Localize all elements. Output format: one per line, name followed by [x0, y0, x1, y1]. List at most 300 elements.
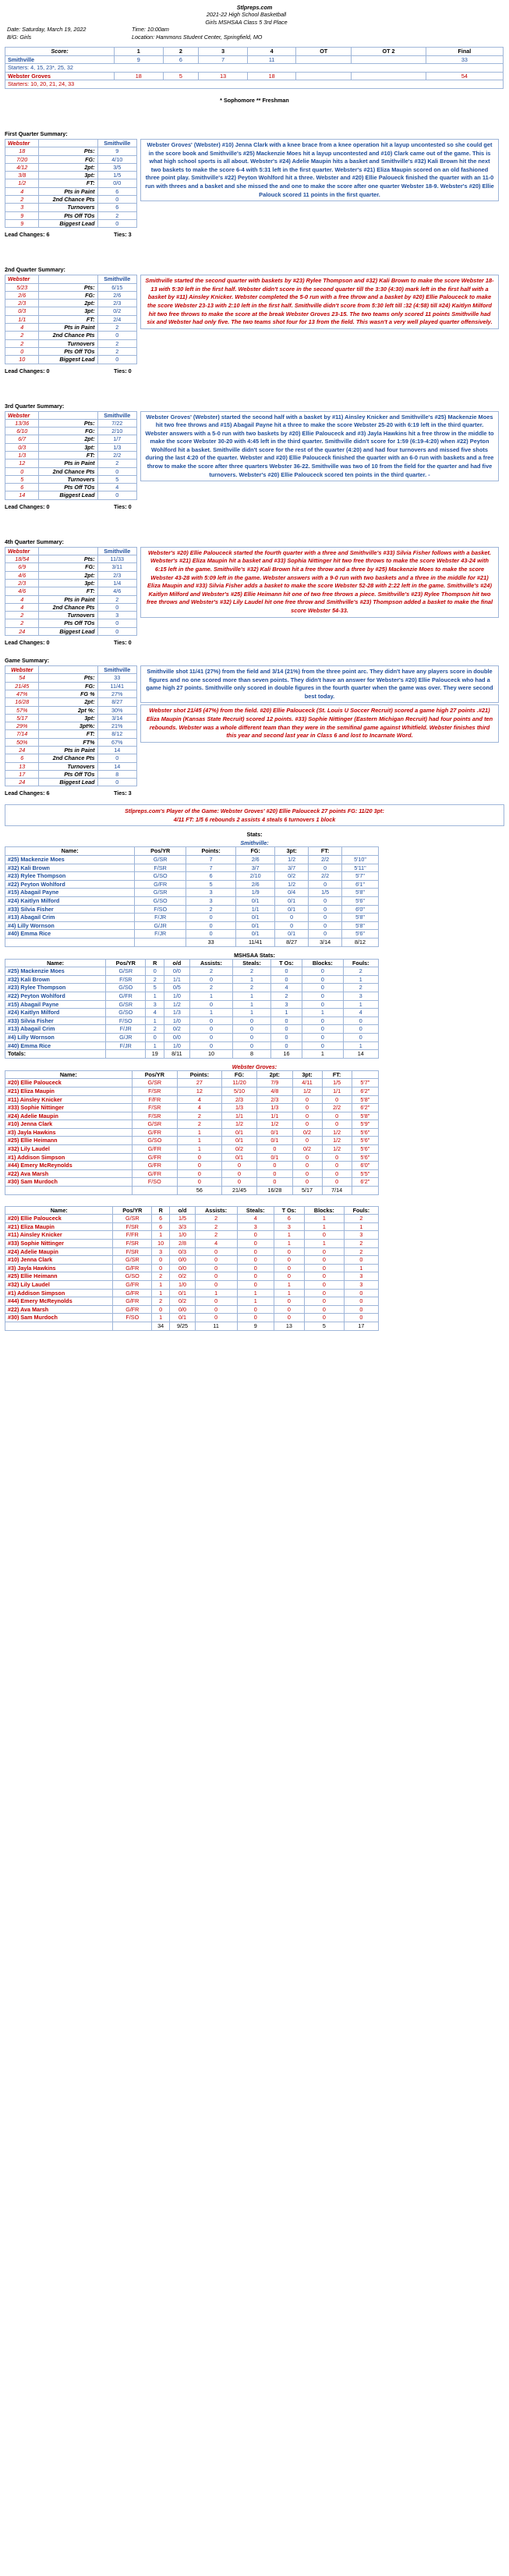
player-name: #44) Emery McReynolds: [5, 1162, 133, 1170]
column-header: Pos/YR: [135, 847, 186, 856]
webster-stats-table: [5, 1070, 379, 1195]
stat-cell: G/SO: [135, 872, 186, 881]
quarter-stat-row: [5, 275, 137, 283]
home-q1: 9: [115, 55, 164, 64]
column-header: R: [146, 959, 164, 967]
stat-cell: 0: [309, 921, 342, 930]
total-cell: 56: [177, 1187, 221, 1195]
quarter-stat-row: [5, 332, 137, 339]
webster-stat: 0/3: [5, 307, 39, 315]
table-header-row: [5, 847, 379, 856]
stat-cell: 4: [270, 984, 302, 992]
stat-cell: 2: [195, 1222, 237, 1231]
player-name: #24) Kaitlyn Milford: [5, 897, 135, 906]
stat-cell: 3/3: [170, 1222, 195, 1231]
total-cell: [5, 939, 135, 947]
stat-cell: G/FR: [132, 1128, 177, 1137]
webster-stat: Webster: [5, 547, 39, 555]
smithville-stat: 0/0: [97, 179, 137, 187]
column-header: Points:: [177, 1070, 221, 1079]
quarter-summary: [5, 547, 504, 636]
stat-cell: 1/2: [275, 880, 309, 889]
score-header: 4: [247, 48, 296, 56]
stat-cell: 0: [302, 1041, 343, 1050]
away-starters: Starters: 10, 20, 21, 24, 33: [5, 80, 504, 89]
stat-label: Pts in Paint: [39, 595, 97, 603]
home-ot: [296, 55, 352, 64]
home-q4: 11: [247, 55, 296, 64]
score-header: Score:: [5, 48, 115, 56]
stat-cell: 1/2: [275, 856, 309, 864]
smithville-stat: 3: [97, 612, 137, 619]
stat-cell: 2: [344, 1240, 378, 1248]
table-row: [5, 930, 379, 939]
smithville-stat: 0: [97, 627, 137, 635]
stat-cell: F/SR: [132, 1087, 177, 1095]
webster-stat: 24: [5, 627, 39, 635]
stat-label: 2pt:: [39, 163, 97, 171]
total-cell: [5, 1187, 133, 1195]
table-row: [5, 1178, 379, 1187]
stat-cell: 0: [221, 1178, 256, 1187]
stat-cell: 2: [186, 905, 236, 914]
quarter-stat-row: [5, 595, 137, 603]
stat-cell: 0: [152, 1305, 170, 1314]
table-header-row: [5, 1070, 379, 1079]
stat-cell: 1/0: [170, 1280, 195, 1289]
player-name: #23) Rylee Thompson: [5, 984, 106, 992]
stat-cell: 5'8": [342, 914, 379, 922]
smithville-stat: 2/3: [97, 300, 137, 307]
game-header: [5, 11, 383, 41]
total-cell: [106, 1050, 146, 1059]
stat-cell: 0/1: [221, 1128, 256, 1137]
stat-cell: 0: [146, 1033, 164, 1041]
stat-cell: F/SR: [132, 1104, 177, 1112]
stat-cell: 0: [189, 1033, 233, 1041]
stat-cell: 0: [304, 1314, 344, 1322]
stat-label: Turnovers: [39, 475, 97, 483]
stat-cell: 2: [146, 1025, 164, 1034]
quarter-lead-line: [5, 231, 504, 238]
stat-label: [39, 666, 97, 674]
stat-cell: 5'5": [352, 1169, 378, 1178]
stat-cell: F/JR: [106, 1025, 146, 1034]
smithville-stat: 1/4: [97, 579, 137, 587]
webster-stat: 6/7: [5, 435, 39, 443]
stat-cell: 0: [195, 1272, 237, 1281]
stat-cell: 1: [152, 1314, 170, 1322]
stat-cell: G/FR: [106, 992, 146, 1000]
smithville-stat: 0: [97, 491, 137, 499]
stat-cell: 0: [189, 975, 233, 984]
stat-cell: 0: [274, 1256, 304, 1265]
total-cell: 7/14: [322, 1187, 352, 1195]
stat-cell: 5'10": [342, 856, 379, 864]
table-row: [5, 1169, 379, 1178]
stat-cell: 1: [302, 1009, 343, 1017]
stat-cell: 1: [177, 1128, 221, 1137]
stat-cell: 5'8": [352, 1095, 378, 1104]
stat-cell: 11/20: [221, 1079, 256, 1088]
stat-cell: 0/1: [257, 1153, 292, 1162]
stat-cell: 0: [189, 1025, 233, 1034]
stat-cell: 1/2: [322, 1128, 352, 1137]
webster-stat: 54: [5, 674, 39, 682]
stat-cell: 1/2: [322, 1145, 352, 1154]
webster-stat: 57%: [5, 706, 39, 714]
stat-cell: 0: [304, 1297, 344, 1306]
quarter-stat-row: [5, 587, 137, 595]
home-final: 33: [426, 55, 503, 64]
away-ot: [296, 72, 352, 80]
stat-cell: 0: [302, 992, 343, 1000]
smithville-stat: 2: [97, 347, 137, 355]
table-row: [5, 864, 379, 872]
total-cell: Totals:: [5, 1050, 106, 1059]
stat-cell: 2: [189, 984, 233, 992]
stat-cell: 0/0: [170, 1305, 195, 1314]
stat-cell: G/SO: [135, 897, 186, 906]
stat-cell: 0/1: [170, 1289, 195, 1297]
smithville-stat: 67%: [97, 738, 137, 746]
quarter-stat-row: [5, 603, 137, 611]
player-name: #40) Emma Rice: [5, 930, 135, 939]
stat-cell: 5/10: [221, 1087, 256, 1095]
potg-line1: Stlpreps.com's Player of the Game: Webster Groves' #20) Ellie Palouceck 27 points FG: 11/20 3pt:: [125, 807, 384, 815]
gender-label: B/G: Girls: [7, 33, 32, 41]
stat-cell: 3: [152, 1247, 170, 1256]
smithville-stats-table: [5, 846, 379, 946]
stat-cell: 1/0: [164, 992, 190, 1000]
table-row: [5, 872, 379, 881]
score-header: Final: [426, 48, 503, 56]
player-name: #40) Emma Rice: [5, 1041, 106, 1050]
stat-label: FG:: [39, 428, 97, 435]
player-name: #1) Addison Simpson: [5, 1289, 113, 1297]
stat-cell: 1/2: [292, 1087, 322, 1095]
stat-cell: 4/11: [292, 1079, 322, 1088]
stat-label: Turnovers: [39, 204, 97, 211]
stat-cell: 0: [309, 897, 342, 906]
webster-stat: 9: [5, 211, 39, 219]
smithville-stat: 4/10: [97, 155, 137, 163]
stat-cell: 0: [257, 1169, 292, 1178]
column-header: Blocks:: [302, 959, 343, 967]
stat-cell: 0: [274, 1305, 304, 1314]
quarter-summary: [5, 139, 504, 228]
stat-label: 2pt:: [39, 435, 97, 443]
stat-cell: 0: [292, 1120, 322, 1129]
stat-cell: 1: [233, 992, 271, 1000]
webster-stat: 4: [5, 187, 39, 195]
smithville-stat: 2: [97, 595, 137, 603]
stat-cell: 0: [322, 1162, 352, 1170]
total-cell: [5, 1322, 113, 1330]
stat-cell: 0: [322, 1178, 352, 1187]
stat-cell: 6'1": [342, 880, 379, 889]
stat-cell: 0/1: [236, 897, 275, 906]
stat-cell: 0: [292, 1169, 322, 1178]
stat-cell: 0: [237, 1314, 274, 1322]
stat-cell: G/FR: [132, 1162, 177, 1170]
stat-cell: G/FR: [135, 880, 186, 889]
total-cell: 5/17: [292, 1187, 322, 1195]
smithville-stat: 6/15: [97, 283, 137, 291]
stat-cell: F/FR: [113, 1231, 152, 1240]
stat-cell: 2: [177, 1112, 221, 1120]
quarter-stat-row: [5, 347, 137, 355]
class-note: * Sophomore ** Freshman: [220, 96, 289, 104]
smithville-stat: 11/41: [97, 682, 137, 690]
stat-cell: 4: [177, 1095, 221, 1104]
lead-changes: Lead Changes: 6: [5, 789, 50, 797]
webster-stat: 6: [5, 484, 39, 491]
player-name: #4) Lilly Wornson: [5, 921, 135, 930]
stat-cell: 1: [146, 1017, 164, 1025]
smithville-stat: 0: [97, 196, 137, 204]
stat-cell: 27: [177, 1079, 221, 1088]
stat-cell: 1: [343, 1000, 378, 1009]
stat-cell: 0: [304, 1247, 344, 1256]
stat-cell: 2: [152, 1297, 170, 1306]
stat-cell: 0/2: [164, 1025, 190, 1034]
webster-stat: 1/2: [5, 179, 39, 187]
table-row: [5, 1033, 379, 1041]
webster-stat: 7/20: [5, 155, 39, 163]
webster-stat: 29%: [5, 722, 39, 730]
stat-cell: 0: [309, 864, 342, 872]
season-label: 2021-22 High School Basketball: [206, 11, 287, 18]
stat-cell: 0/1: [236, 914, 275, 922]
stat-cell: 6'2": [352, 1104, 378, 1112]
stat-cell: 0/1: [170, 1314, 195, 1322]
quarter-stats-table: [5, 547, 137, 636]
stat-cell: 0: [152, 1264, 170, 1272]
time-label: Time: 10:00am: [132, 26, 169, 33]
table-row: [5, 1128, 379, 1137]
column-header: Pos/YR: [132, 1070, 177, 1079]
stat-cell: 0/2: [170, 1272, 195, 1281]
stat-cell: 1: [233, 1009, 271, 1017]
table-row: [5, 880, 379, 889]
quarter-stat-row: [5, 187, 137, 195]
stat-cell: 0/1: [236, 921, 275, 930]
stat-cell: 1/1: [322, 1087, 352, 1095]
stat-cell: G/SR: [132, 1079, 177, 1088]
stat-cell: 12: [177, 1087, 221, 1095]
table-row: [5, 1264, 379, 1272]
stat-cell: 3: [344, 1280, 378, 1289]
stat-cell: 2/10: [236, 872, 275, 881]
smithville-stat: 27%: [97, 690, 137, 697]
quarter-stat-row: [5, 211, 137, 219]
stat-cell: 1: [177, 1137, 221, 1145]
stat-cell: 0: [343, 1033, 378, 1041]
stat-cell: 0/0: [170, 1264, 195, 1272]
stat-cell: 1: [344, 1222, 378, 1231]
stat-cell: 0/0: [164, 1033, 190, 1041]
smithville-stat: 2: [97, 339, 137, 347]
stat-cell: 5: [186, 880, 236, 889]
stat-cell: 0/1: [275, 905, 309, 914]
stat-label: FG %: [39, 690, 97, 697]
stat-cell: F/SR: [113, 1222, 152, 1231]
quarter-stat-row: [5, 451, 137, 459]
stat-cell: 1/5: [170, 1215, 195, 1223]
player-of-the-game: [5, 804, 504, 826]
stat-cell: 2: [177, 1120, 221, 1129]
smithville-stat: 2/6: [97, 291, 137, 299]
away-final: 54: [426, 72, 503, 80]
player-name: #24) Adelie Maupin: [5, 1247, 113, 1256]
quarter-stat-row: [5, 627, 137, 635]
stat-cell: 0: [274, 1272, 304, 1281]
game-stat-row: [5, 722, 137, 730]
stat-cell: 2: [195, 1231, 237, 1240]
stat-cell: 1/0: [164, 1017, 190, 1025]
table-row: [5, 967, 379, 976]
smithville-stat: 3/11: [97, 563, 137, 571]
stat-cell: 0: [195, 1314, 237, 1322]
stat-label: Pts Off TOs: [39, 347, 97, 355]
away-q3: 13: [199, 72, 248, 80]
stat-cell: 5'6": [352, 1128, 378, 1137]
quarter-stat-row: [5, 324, 137, 332]
table-row: [5, 1272, 379, 1281]
stat-cell: F/SO: [132, 1178, 177, 1187]
lead-changes: Lead Changes: 6: [5, 231, 50, 239]
stat-cell: F/SO: [106, 1017, 146, 1025]
stat-cell: 0/0: [164, 967, 190, 976]
stat-cell: F/SR: [132, 1112, 177, 1120]
stat-cell: 3/7: [236, 864, 275, 872]
stat-cell: 7/9: [257, 1079, 292, 1088]
table-header-row: [5, 959, 379, 967]
stat-cell: 5'7": [342, 872, 379, 881]
stat-label: 2pt %:: [39, 706, 97, 714]
home-starters: Starters: 4, 15, 23*, 25, 32: [5, 64, 504, 73]
stat-cell: 0: [302, 1033, 343, 1041]
table-row: [5, 1009, 379, 1017]
stat-cell: 6'2": [352, 1178, 378, 1187]
stat-cell: G/FR: [113, 1305, 152, 1314]
smithville-stat: 6: [97, 204, 137, 211]
stat-cell: 0: [304, 1231, 344, 1240]
stat-cell: 0: [274, 1314, 304, 1322]
game-summary-smithville-text: Smithville shot 11/41 (27%) from the field and 3/14 (21%) from the three point arc. They didn't have any players score in double figures and no one scored more than seven points. They didn't have an answer for Webster's #20) Ellie Palouceck who had a game high 27 points. Smithville only scored in double figures in the fourth quarter when the game was over. They were second best today.: [140, 665, 499, 703]
stat-cell: 0: [304, 1289, 344, 1297]
stat-cell: G/SR: [113, 1215, 152, 1223]
away-q1: 18: [115, 72, 164, 80]
column-header: Name:: [5, 1206, 113, 1215]
stat-cell: 0: [302, 984, 343, 992]
stat-cell: F/JR: [135, 930, 186, 939]
total-cell: 34: [152, 1322, 170, 1330]
stat-cell: 6'0": [342, 905, 379, 914]
webster-stat: 50%: [5, 738, 39, 746]
table-row: [5, 1240, 379, 1248]
away-team-name: Webster Groves: [5, 72, 115, 80]
smithville-stat: Smithville: [97, 139, 137, 147]
stat-cell: 0: [195, 1256, 237, 1265]
stat-cell: 0: [275, 921, 309, 930]
stat-label: FG:: [39, 563, 97, 571]
stat-cell: 2: [270, 992, 302, 1000]
away-starters-row: [5, 80, 504, 89]
stat-cell: 0: [237, 1231, 274, 1240]
stat-cell: 0: [189, 1041, 233, 1050]
stat-cell: 0: [237, 1247, 274, 1256]
stat-cell: 0: [177, 1153, 221, 1162]
stat-cell: 0/2: [221, 1145, 256, 1154]
game-summary-stats: [5, 665, 137, 786]
stat-cell: 0: [237, 1264, 274, 1272]
game-stat-row: [5, 714, 137, 722]
stat-cell: 0: [221, 1169, 256, 1178]
stat-cell: G/FR: [132, 1145, 177, 1154]
quarter-summary-title: 2nd Quarter Summary:: [5, 266, 65, 274]
home-ot2: [352, 55, 426, 64]
stat-cell: 1/3: [221, 1104, 256, 1112]
stat-label: 2pt:: [39, 698, 97, 706]
stat-cell: 6'2": [352, 1087, 378, 1095]
player-name: #21) Eliza Maupin: [5, 1222, 113, 1231]
stat-cell: 4: [237, 1215, 274, 1223]
quarter-stat-row: [5, 428, 137, 435]
game-stat-row: [5, 762, 137, 770]
stat-cell: 0/3: [170, 1247, 195, 1256]
webster-stat: 1/1: [5, 315, 39, 323]
stat-cell: 0: [189, 1017, 233, 1025]
webster-stat: 3/8: [5, 172, 39, 179]
table-row: [5, 1025, 379, 1034]
quarter-stat-row: [5, 459, 137, 467]
stat-cell: 5'8": [352, 1112, 378, 1120]
game-stat-row: [5, 666, 137, 674]
stat-cell: 2: [146, 975, 164, 984]
stat-cell: 0: [304, 1280, 344, 1289]
stat-cell: 1: [274, 1240, 304, 1248]
stat-cell: 0: [274, 1264, 304, 1272]
stat-cell: 1: [343, 1041, 378, 1050]
table-row: [5, 992, 379, 1000]
stat-label: Biggest Lead: [39, 627, 97, 635]
stat-cell: 0: [195, 1264, 237, 1272]
stat-cell: 2: [233, 967, 271, 976]
player-name: #22) Peyton Wohlford: [5, 880, 135, 889]
stat-cell: 0/0: [170, 1256, 195, 1265]
stat-cell: 0: [275, 914, 309, 922]
stat-cell: 0: [344, 1305, 378, 1314]
player-name: #21) Eliza Maupin: [5, 1087, 133, 1095]
column-header: Fouls:: [344, 1206, 378, 1215]
stat-cell: 0: [302, 1017, 343, 1025]
smithville-stat: 1/5: [97, 172, 137, 179]
quarter-stat-row: [5, 579, 137, 587]
stat-cell: 0: [322, 1095, 352, 1104]
quarter-stats-table: [5, 411, 137, 500]
stat-cell: 0: [309, 880, 342, 889]
player-name: #24) Adelie Maupin: [5, 1112, 133, 1120]
stat-label: [39, 547, 97, 555]
stat-cell: 0: [304, 1272, 344, 1281]
stat-cell: 1: [152, 1280, 170, 1289]
stat-cell: 1/2: [257, 1120, 292, 1129]
stat-label: Pts:: [39, 419, 97, 427]
smithville-stat: 0: [97, 754, 137, 762]
webster-stat: 5: [5, 475, 39, 483]
